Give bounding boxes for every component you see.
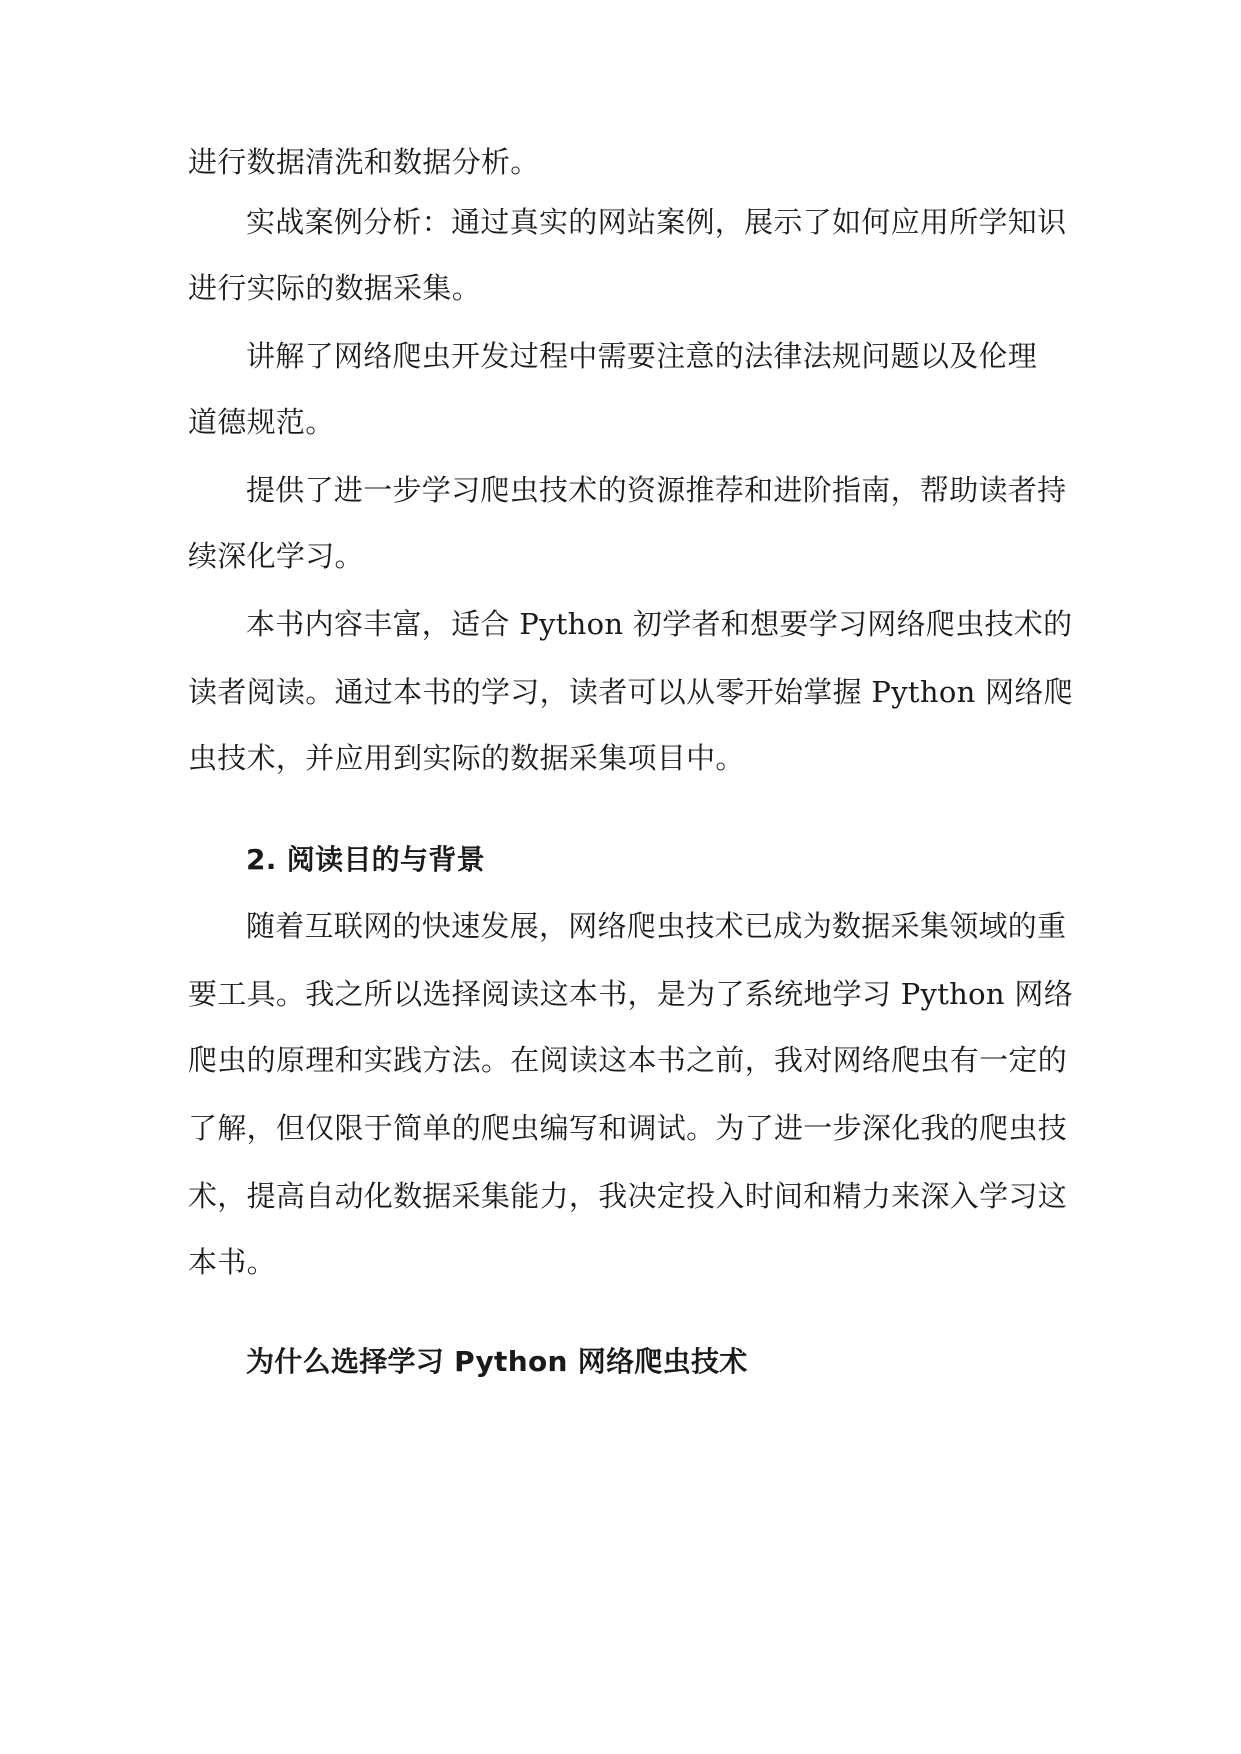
paragraph-line: 爬虫的原理和实践方法。在阅读这本书之前，我对网络爬虫有一定的: [188, 1043, 1068, 1077]
paragraph-line: 本书。: [188, 1245, 276, 1279]
paragraph-line: 随着互联网的快速发展，网络爬虫技术已成为数据采集领域的重: [246, 909, 1067, 943]
paragraph-line: 提供了进一步学习爬虫技术的资源推荐和进阶指南，帮助读者持: [246, 473, 1067, 507]
subsection-heading: 为什么选择学习 Python 网络爬虫技术: [246, 1345, 748, 1378]
paragraph-line: 进行数据清洗和数据分析。: [188, 145, 540, 179]
paragraph-line: 续深化学习。: [188, 539, 364, 573]
paragraph-line: 术，提高自动化数据采集能力，我决定投入时间和精力来深入学习这: [188, 1179, 1068, 1213]
paragraph-line: 虫技术，并应用到实际的数据采集项目中。: [188, 741, 745, 775]
paragraph-line: 本书内容丰富，适合 Python 初学者和想要学习网络爬虫技术的: [246, 607, 1073, 641]
paragraph-line: 道德规范。: [188, 405, 335, 439]
paragraph-line: 了解，但仅限于简单的爬虫编写和调试。为了进一步深化我的爬虫技: [188, 1111, 1068, 1145]
paragraph-line: 讲解了网络爬虫开发过程中需要注意的法律法规问题以及伦理: [246, 339, 1038, 373]
paragraph-line: 读者阅读。通过本书的学习，读者可以从零开始掌握 Python 网络爬: [188, 675, 1074, 709]
section-heading: 2. 阅读目的与背景: [246, 843, 485, 876]
paragraph-line: 实战案例分析：通过真实的网站案例，展示了如何应用所学知识: [246, 205, 1067, 239]
paragraph-line: 进行实际的数据采集。: [188, 271, 482, 305]
paragraph-line: 要工具。我之所以选择阅读这本书，是为了系统地学习 Python 网络: [188, 977, 1074, 1011]
